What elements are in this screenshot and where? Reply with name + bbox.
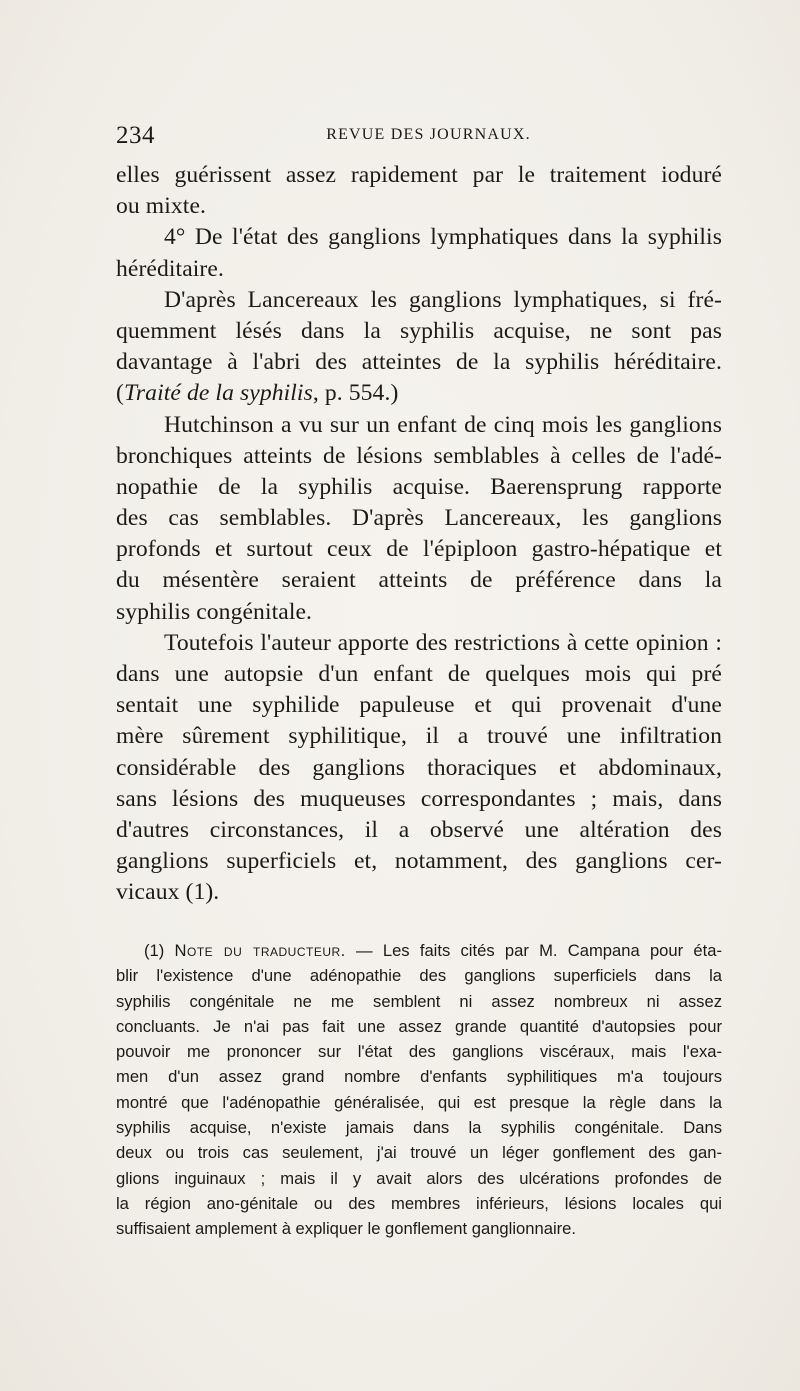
footnote-line: deux ou trois cas seulement, j'ai trouvé un léger gonflement des gan- [116, 1143, 722, 1163]
citation-title: Traité de la syphilis [123, 380, 313, 407]
footnote-line: pouvoir me prononcer sur l'état des ganglions viscéraux, mais l'exa- [116, 1042, 722, 1062]
section-heading-line: héréditaire. [116, 255, 224, 282]
footnote-line: montré que l'adénopathie généralisée, qui est presque la règle dans la [116, 1092, 722, 1112]
footnote-first-text: Les faits cités par M. Campana pour éta- [382, 941, 722, 960]
text-line: elles guérissent assez rapidement par le traitement ioduré [116, 162, 722, 188]
text-line: vicaux (1). [116, 879, 220, 906]
footnote-line: suffisaient amplement à expliquer le gonflement ganglionnaire. [116, 1219, 576, 1239]
footnote-line: la région ano-génitale ou des membres inférieurs, lésions locales qui [116, 1193, 722, 1213]
page-number: 234 [116, 122, 155, 149]
footnote-line [116, 938, 722, 963]
text-line: quemment lésés dans la syphilis acquise, ne sont pas [116, 317, 722, 344]
footnote-label: Note du traducteur. [174, 941, 346, 960]
footnote-line: syphilis congénitale ne me semblent ni assez nombreux ni assez [116, 991, 722, 1011]
section-heading-line: 4° De l'état des ganglions lymphatiques dans la syphilis [164, 224, 722, 251]
citation-rest: , p. 554.) [312, 380, 399, 407]
text-line: mère sûrement syphilitique, il a trouvé une infiltration [116, 723, 722, 750]
page-header [116, 122, 721, 152]
text-line: sans lésions des muqueuses correspondantes ; mais, dans [116, 785, 722, 812]
text-line: des cas semblables. D'après Lancereaux, les ganglions [116, 505, 722, 532]
text-line: du mésentère seraient atteints de préférence dans la [116, 567, 722, 594]
text-line: Toutefois l'auteur apporte des restrictions à cette opinion : [164, 629, 722, 656]
citation-line [116, 378, 722, 409]
text-line: sentait une syphilide papuleuse et qui provenait d'une [116, 692, 722, 719]
footnote-line: concluants. Je n'ai pas fait une assez grande quantité d'autopsies pour [116, 1016, 722, 1036]
text-line: nopathie de la syphilis acquise. Baerensprung rapporte [116, 473, 722, 500]
footnote-line: glions inguinaux ; mais il y avait alors des ulcérations profondes de [116, 1168, 722, 1188]
text-line: D'après Lancereaux les ganglions lymphatiques, si fré- [164, 286, 722, 313]
footnote [116, 938, 722, 1242]
citation-open: ( [116, 380, 124, 407]
text-line: d'autres circonstances, il a observé une altération des [116, 816, 722, 843]
footnote-line: men d'un assez grand nombre d'enfants syphilitiques m'a toujours [116, 1067, 722, 1087]
footnote-line: syphilis acquise, n'existe jamais dans la syphilis congénitale. Dans [116, 1118, 722, 1138]
text-line: bronchiques atteints de lésions semblables à celles de l'adé- [116, 442, 722, 469]
footnote-line: blir l'existence d'une adénopathie des ganglions superficiels dans la [116, 966, 722, 986]
running-head: REVUE DES JOURNAUX. [326, 126, 531, 143]
body-text [116, 160, 722, 909]
text-line: ganglions superficiels et, notamment, des ganglions cer- [116, 848, 722, 875]
text-line: profonds et surtout ceux de l'épiploon gastro-hépatique et [116, 536, 722, 563]
footnote-dash: — [345, 941, 383, 960]
footnote-marker: (1) [144, 941, 165, 960]
text-line: considérable des ganglions thoraciques et abdominaux, [116, 754, 722, 781]
text-line: dans une autopsie d'un enfant de quelques mois qui pré [116, 661, 722, 687]
text-line: Hutchinson a vu sur un enfant de cinq mois les ganglions [164, 411, 722, 438]
text-line: syphilis congénitale. [116, 598, 313, 625]
text-line: davantage à l'abri des atteintes de la syphilis héréditaire. [116, 349, 722, 376]
text-line: ou mixte. [116, 193, 207, 220]
